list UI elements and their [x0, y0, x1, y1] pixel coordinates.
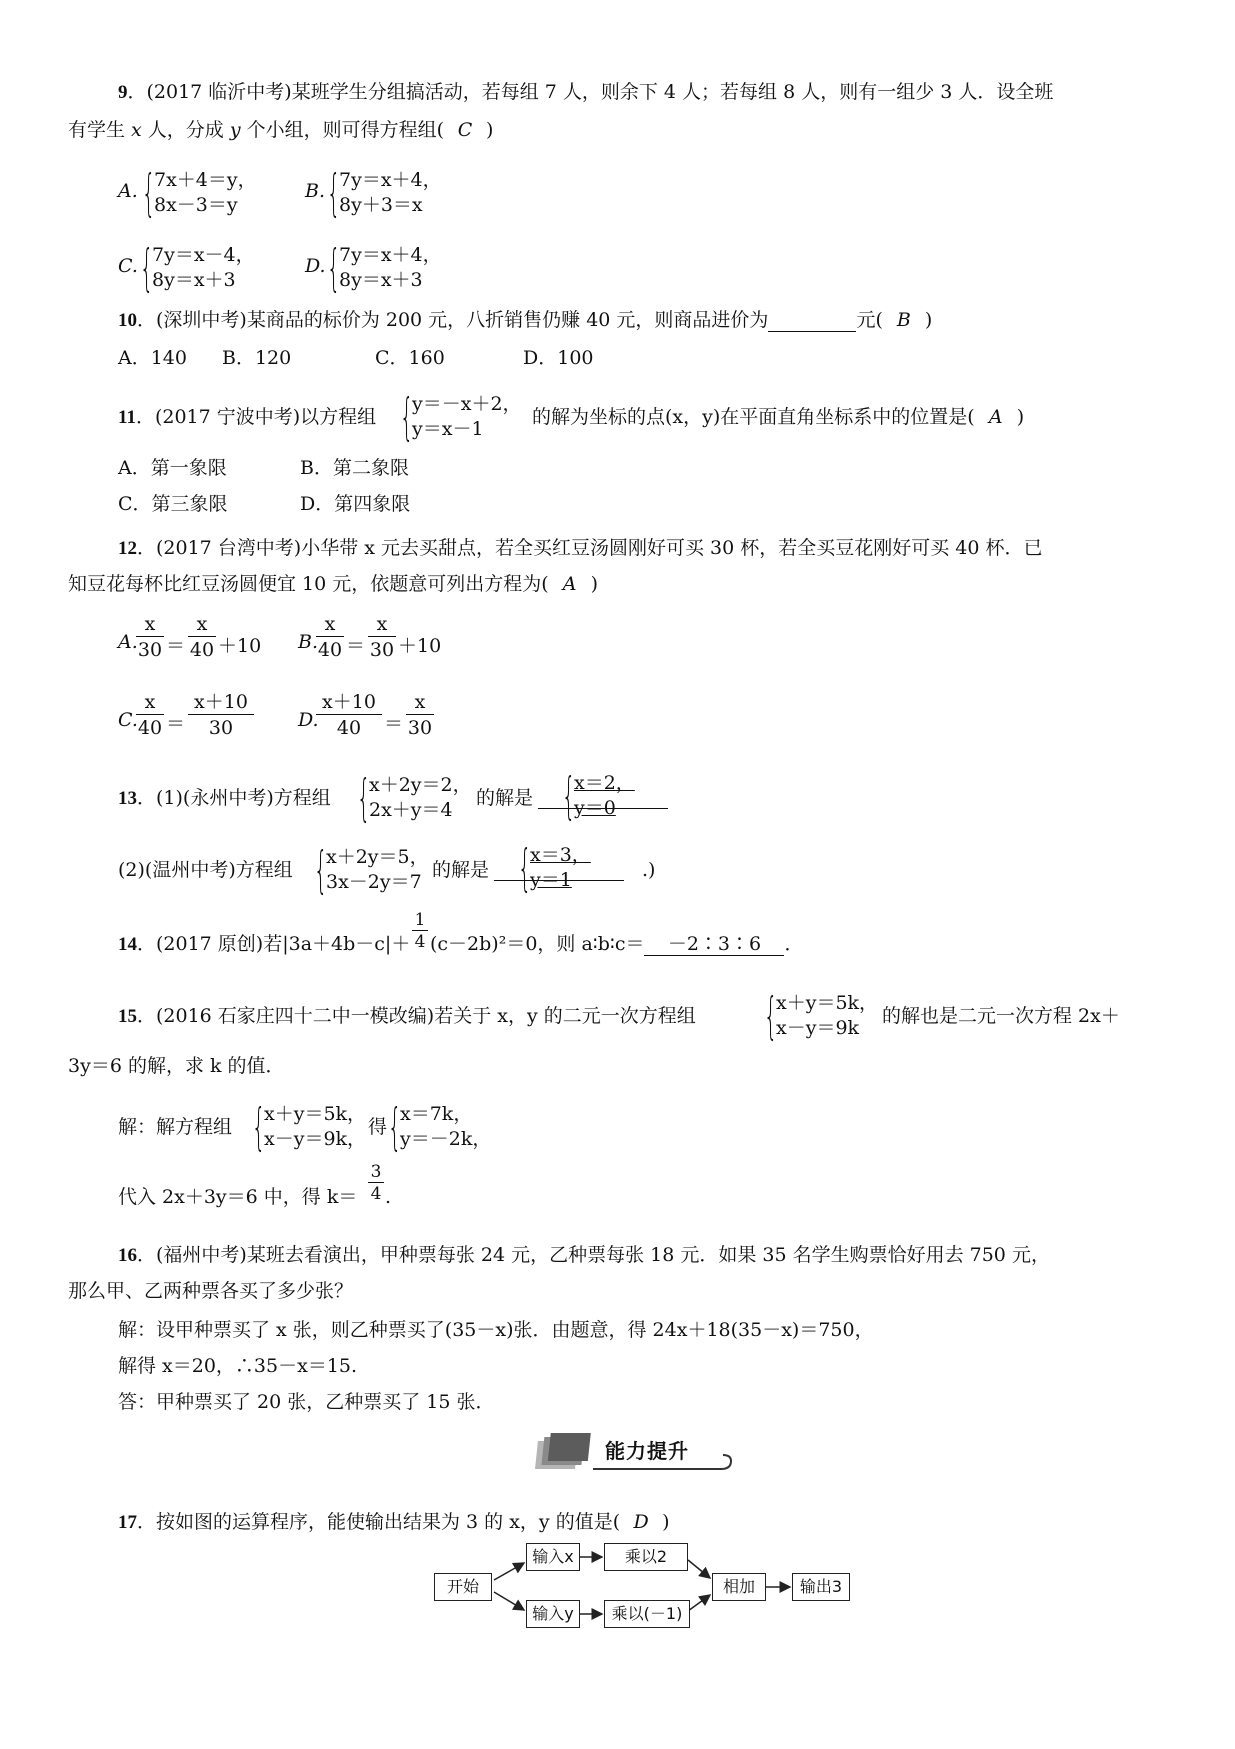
q15-system-row2: x－y＝9k [776, 1017, 860, 1039]
q12-option-c-op: ＝ [166, 713, 186, 735]
q16-solution-text3: 答：甲种票买了 20 张，乙种票买了 15 张． [118, 1391, 495, 1413]
q10-number: 10 [118, 310, 137, 331]
brace-icon: { [327, 164, 341, 222]
q9-option-d-row2: 8y＝x＋3 [339, 269, 423, 291]
frac-denominator: 30 [407, 717, 433, 739]
q16-line2 [68, 1279, 353, 1303]
q11-number: 11 [118, 407, 136, 428]
brace-icon: { [388, 1098, 402, 1156]
q12-option-d-op: ＝ [384, 713, 404, 735]
q12-option-c-frac2 [188, 690, 254, 741]
q10-close: ) [924, 309, 933, 331]
q10-line [118, 308, 932, 333]
q12-option-b [298, 612, 458, 672]
q15-solution-end [385, 1185, 391, 1209]
frac-denominator: 40 [317, 639, 343, 661]
q12-text1: ．(2017 台湾中考)小华带 x 元去买甜点，若全买红豆汤圆刚好可买 30 杯，若全买豆花刚好可买 40 杯．已 [137, 537, 1043, 559]
flow-start-box: 开始 [434, 1573, 492, 1601]
q9-number: 9 [118, 82, 128, 103]
q13-p2-tail-text: .) [642, 859, 656, 881]
flow-input-x-box: 输入x [526, 1543, 580, 1571]
q13-p2-answer-row2: y＝1 [530, 869, 572, 891]
q10-text: ．(深圳中考)某商品的标价为 200 元，八折销售仍赚 40 元，则商品进价为 [137, 309, 769, 331]
q15-text2: 的解也是二元一次方程 2x＋ [882, 1005, 1120, 1027]
q13-number: 13 [118, 788, 137, 809]
frac-numerator: x [144, 613, 156, 635]
brace-icon: { [518, 839, 532, 897]
q13-p1-row2: 2x＋y＝4 [369, 799, 453, 821]
q15-solution-mid-text: 得 [368, 1116, 388, 1138]
q10-option-c: C．160 [375, 347, 445, 369]
brace-icon: { [314, 841, 328, 899]
frac-denominator: 40 [137, 717, 163, 739]
flow-multiply-neg1-box: 乘以(－1) [604, 1600, 690, 1628]
q10-blank [768, 309, 856, 332]
q16-solution1 [118, 1318, 874, 1342]
q15-system-row1: x＋y＝5k， [776, 992, 879, 1014]
q13-p1-mid [476, 786, 533, 810]
q12-option-d [298, 690, 458, 750]
q9-line2 [68, 118, 493, 142]
q12-close: ) [590, 573, 599, 595]
q15-solution-system-row2: x－y＝9k， [264, 1128, 367, 1150]
q9-option-b-label: B. [305, 180, 326, 202]
q13-line2 [118, 858, 293, 882]
q17-line [118, 1510, 670, 1535]
frac-numerator: x [414, 691, 426, 713]
q15-solution-text2: 代入 2x＋3y＝6 中，得 k＝ [118, 1186, 358, 1208]
frac-denominator: 40 [336, 717, 362, 739]
flow-add-box: 相加 [712, 1573, 766, 1601]
q11-options-row2 [118, 492, 410, 516]
frac-numerator: 1 [414, 910, 426, 930]
q9-option-c-row1: 7y＝x－4， [152, 244, 255, 266]
q9-text2c: 个小组，则可得方程组( [240, 119, 445, 141]
flow-multiply-2-box: 乘以2 [604, 1543, 688, 1571]
q16-solution2 [118, 1354, 357, 1378]
q15-fraction [368, 1162, 384, 1205]
brace-icon: { [357, 769, 371, 827]
q9-answer: C [457, 119, 473, 141]
q15-text1: ．(2016 石家庄四十二中一模改编)若关于 x，y 的二元一次方程组 [137, 1005, 696, 1027]
frac-numerator: x [376, 613, 388, 635]
q17-number: 17 [118, 1512, 137, 1533]
q15-solution-result-row1: x＝7k， [400, 1103, 473, 1125]
q16-solution3 [118, 1390, 495, 1414]
q12-option-a [118, 612, 278, 672]
frac-numerator: x [324, 613, 336, 635]
q12-option-b-frac2 [368, 612, 396, 663]
frac-numerator: 3 [370, 1162, 382, 1182]
q12-option-a-frac1 [136, 612, 164, 663]
brace-icon: { [327, 239, 341, 297]
q12-option-a-frac2 [188, 612, 216, 663]
frac-numerator: x＋10 [322, 691, 376, 713]
q12-option-b-tail: ＋10 [398, 635, 442, 657]
q15-solution-line2 [118, 1185, 357, 1209]
q14-answer: －2∶3∶6 [644, 933, 784, 956]
flow-output-box: 输出3 [792, 1573, 850, 1601]
q11-text1: ．(2017 宁波中考)以方程组 [135, 406, 377, 428]
q14-text1: ．(2017 原创)若|3a＋4b－c|＋ [137, 933, 411, 955]
frac-denominator: 30 [208, 717, 234, 739]
q13-p1-answer-row2: y＝0 [574, 797, 616, 819]
q9-var-x: x [131, 119, 142, 141]
q9-option-b-row1: 7y＝x＋4， [339, 169, 442, 191]
q14-line-b [430, 932, 804, 956]
q9-close: ) [486, 119, 494, 141]
q11-line [118, 405, 376, 430]
q13-p2-tail [642, 858, 655, 882]
q13-p1-mid-text: 的解是 [476, 787, 534, 809]
q12-option-c-frac1 [136, 690, 164, 741]
q12-option-d-label: D. [298, 709, 319, 731]
q15-text3: 3y＝6 的解，求 k 的值． [68, 1055, 285, 1077]
q13-p2-text: (2)(温州中考)方程组 [118, 859, 293, 881]
q12-line1 [118, 536, 1043, 561]
q9-text2b: 人，分成 [141, 119, 230, 141]
q9-text2a: 有学生 [68, 119, 132, 141]
q12-answer: A [562, 573, 577, 595]
brace-icon: { [562, 767, 576, 825]
q9-text1: ．(2017 临沂中考)某班学生分组搞活动，若每组 7 人，则余下 4 人；若每组 8 人，则有一组少 3 人．设全班 [127, 81, 1054, 103]
brace-icon: { [140, 239, 154, 297]
q15-line2 [68, 1054, 285, 1078]
q16-text1: ．(福州中考)某班去看演出，甲种票每张 24 元，乙种票每张 18 元．如果 35 名学生购票恰好用去 750 元， [137, 1244, 1050, 1266]
q9-option-a-label: A. [118, 180, 138, 202]
q11-close: ) [1016, 406, 1025, 428]
q12-option-b-frac1 [316, 612, 344, 663]
q12-option-a-op: ＝ [166, 635, 186, 657]
q11-text2: 的解为坐标的点(x，y)在平面直角坐标系中的位置是( [532, 406, 975, 428]
q9-option-b-row2: 8y＋3＝x [339, 194, 423, 216]
section-banner [533, 1431, 733, 1471]
q13-line1 [118, 786, 331, 811]
q10-text-after: 元( [856, 309, 883, 331]
q13-p2-mid [432, 858, 489, 882]
q17-close: ) [662, 1511, 670, 1533]
q12-text2: 知豆花每杯比红豆汤圆便宜 10 元，依题意可列出方程为( [68, 573, 549, 595]
section-title: 能力提升 [605, 1439, 689, 1463]
brace-icon: { [142, 164, 156, 222]
q12-option-c-label: C. [118, 709, 138, 731]
q9-option-d-label: D. [305, 255, 326, 277]
q12-option-c [118, 690, 278, 750]
q15-line1 [118, 1004, 696, 1029]
q11-system-row2: y＝x－1 [412, 418, 484, 440]
frac-numerator: x [144, 691, 156, 713]
q16-number: 16 [118, 1245, 137, 1266]
q9-option-c-row2: 8y＝x＋3 [152, 269, 236, 291]
q12-option-d-frac1 [316, 690, 382, 741]
frac-denominator: 30 [369, 639, 395, 661]
q14-text2: (c－2b)²＝0，则 a∶b∶c＝ [430, 933, 645, 955]
q11-option-a: A．第一象限 [118, 457, 227, 479]
q10-option-a: A．140 [118, 347, 187, 369]
brace-icon: { [400, 388, 414, 446]
q13-p2-mid-text: 的解是 [432, 859, 490, 881]
q11-line-tail [532, 405, 1024, 429]
flow-input-y-box: 输入y [526, 1600, 580, 1628]
q9-option-a-row2: 8x－3＝y [154, 194, 238, 216]
q14-end: ． [784, 933, 804, 955]
q11-option-d: D．第四象限 [300, 493, 411, 515]
q10-option-b: B．120 [222, 347, 292, 369]
q11-option-c: C．第三象限 [118, 493, 228, 515]
q13-p2-answer-row1: x＝3， [530, 844, 591, 866]
q16-solution-text2: 解得 x＝20，∴35－x＝15. [118, 1355, 358, 1377]
q15-solution-line1 [118, 1115, 232, 1139]
q13-p2-row1: x＋2y＝5， [326, 846, 429, 868]
q10-answer: B [896, 309, 911, 331]
q12-option-b-op: ＝ [346, 635, 366, 657]
q15-solution-text1: 解：解方程组 [118, 1116, 233, 1138]
q15-solution-result-row2: y＝－2k， [400, 1128, 492, 1150]
q17-text: ．按如图的运算程序，能使输出结果为 3 的 x，y 的值是( [137, 1511, 621, 1533]
q10-option-d: D．100 [523, 347, 594, 369]
q12-number: 12 [118, 538, 137, 559]
q14-fraction [412, 910, 428, 953]
q17-answer: D [633, 1511, 649, 1533]
q13-p1-answer-row1: x＝2， [574, 772, 635, 794]
frac-denominator: 4 [370, 1184, 382, 1204]
q12-option-a-tail: ＋10 [218, 635, 262, 657]
q15-number: 15 [118, 1006, 137, 1027]
q12-option-a-label: A. [118, 631, 138, 653]
frac-denominator: 4 [414, 932, 426, 952]
q11-system-row1: y＝－x＋2， [412, 393, 522, 415]
q11-answer: A [988, 406, 1003, 428]
q12-option-d-frac2 [406, 690, 434, 741]
q15-line1-tail [882, 1004, 1120, 1028]
q15-solution-system-row1: x＋y＝5k， [264, 1103, 367, 1125]
q16-line1 [118, 1243, 1050, 1268]
q16-text2: 那么甲、乙两种票各买了多少张？ [68, 1280, 354, 1302]
q13-p2-row2: 3x－2y＝7 [326, 871, 422, 893]
q13-p1-text: ．(1)(永州中考)方程组 [137, 787, 331, 809]
frac-denominator: 40 [189, 639, 215, 661]
q12-option-b-label: B. [298, 631, 319, 653]
q9-option-a-row1: 7x＋4＝y， [154, 169, 257, 191]
q14-line-a [118, 932, 410, 957]
q14-number: 14 [118, 934, 137, 955]
q9-var-y: y [229, 119, 241, 141]
brace-icon: { [252, 1098, 266, 1156]
q13-p1-row1: x＋2y＝2， [369, 774, 472, 796]
q12-line2 [68, 572, 598, 596]
q10-options [118, 346, 594, 370]
q16-solution-text1: 解：设甲种票买了 x 张，则乙种票买了(35－x)张．由题意，得 24x＋18(35－x)＝750， [118, 1319, 874, 1341]
q9-option-c-label: C. [118, 255, 138, 277]
frac-denominator: 30 [137, 639, 163, 661]
q9-option-d-row1: 7y＝x＋4， [339, 244, 442, 266]
brace-icon: { [764, 987, 778, 1045]
q11-option-b: B．第二象限 [300, 457, 409, 479]
q11-options-row1 [118, 456, 409, 480]
q9-line1 [118, 80, 1053, 105]
q15-solution-mid [368, 1115, 387, 1139]
q15-solution-end-text: . [385, 1186, 392, 1208]
frac-numerator: x [196, 613, 208, 635]
frac-numerator: x＋10 [194, 691, 248, 713]
